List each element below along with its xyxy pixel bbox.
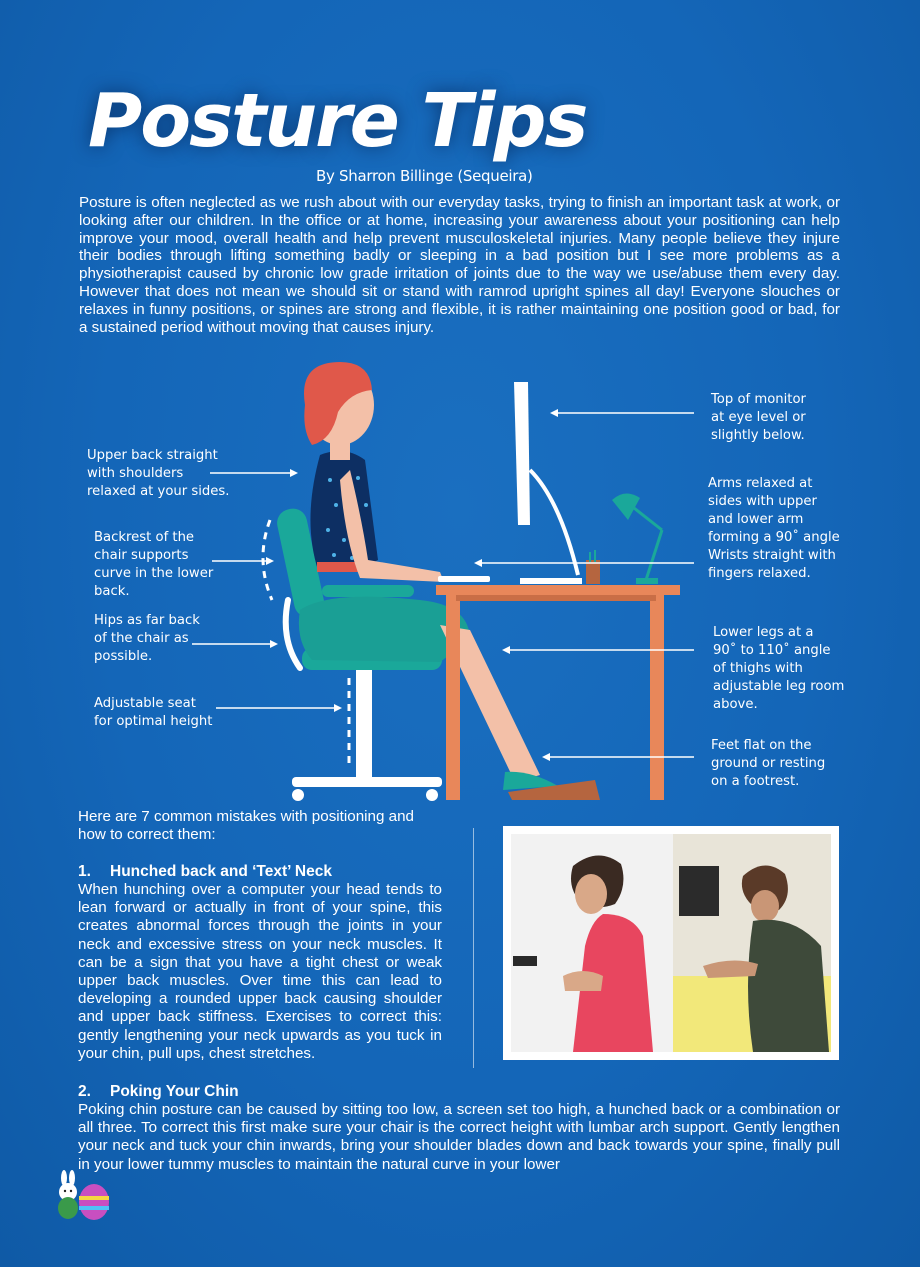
page-title: Posture Tips [88, 78, 587, 164]
chair-armrest [322, 585, 414, 597]
mistake-1-heading: 1. Hunched back and ‘Text’ Neck [78, 863, 332, 880]
desk-lamp [612, 493, 662, 584]
mistake-2-heading: 2. Poking Your Chin [78, 1083, 239, 1100]
label-lower-legs: Lower legs at a 90˚ to 110˚ angle of thighs with adjustable leg room above. [713, 625, 845, 712]
label-feet: Feet flat on the ground or resting on a footrest. [711, 738, 826, 789]
label-seat: Adjustable seat for optimal height [94, 696, 213, 729]
mistakes-intro: Here are 7 common mistakes with positioning and how to correct them: [78, 808, 414, 844]
intro-paragraph: Posture is often neglected as we rush about with our everyday tasks, trying to finish an important task at work, or looking after our children. In the office or at home, increasing your awareness about your positioning can help improve your mood, overall health and help prevent musculoskeletal injuries. Many people believe they injure their bodies through lifting something badly or sleeping in a bad position but I see more problems as a physiotherapist caused by chronic low grade irritation of joints due to the way we use/abuse them every day. However that does not mean we should sit or stand with ramrod upright spines all day! Everyone slouches or relaxes in funny positions, or spines are strong and flexible, it is rather maintaining one position good or bad, for a sustained period without moving that causes injury. [79, 194, 840, 336]
label-monitor: Top of monitor at eye level or slightly below. [711, 392, 806, 443]
posture-photos [503, 826, 839, 1060]
keyboard [438, 576, 490, 582]
easter-egg-icon [79, 1184, 109, 1220]
easter-bunny-icon [58, 1170, 78, 1219]
mistake-1-body: When hunching over a computer your head tends to lean forward or actually in front of your spine, this creates abnormal forces through the joints in your neck and excessive stress on your neck muscles. It can be a sign that you have a tight chest or weak upper back muscles. Over time this can lead to developing a rounded upper back causing shoulder and upper back stiffness. Exercises to correct this: gently lengthening your neck upwards as you tuck in your chin, pull ups, chest stretches. [78, 881, 442, 1062]
label-arms: Arms relaxed at sides with upper and lower arm forming a 90˚ angle Wrists straight with fingers relaxed. [708, 476, 840, 581]
label-upper-back: Upper back straight with shoulders relaxed at your sides. [87, 448, 230, 499]
label-hips: Hips as far back of the chair as possible. [94, 613, 200, 664]
mistake-2 [78, 1083, 840, 1174]
mistake-1 [78, 863, 442, 1063]
byline: By Sharron Billinge (Sequeira) [316, 167, 533, 185]
easter-decoration [50, 1170, 116, 1222]
column-divider [473, 828, 474, 1068]
mistake-2-body: Poking chin posture can be caused by sitting too low, a screen set too high, a hunched back or a combination or all three. To correct this first make sure your chair is the correct height with lumbar arch support. Gently lengthen your neck and tuck your chin inwards, bring your shoulder blades down and back towards your spine, finally pull in your lower tummy muscles to maintain the natural curve in your lower [78, 1101, 840, 1173]
label-backrest: Backrest of the chair supports curve in the lower back. [94, 530, 214, 599]
